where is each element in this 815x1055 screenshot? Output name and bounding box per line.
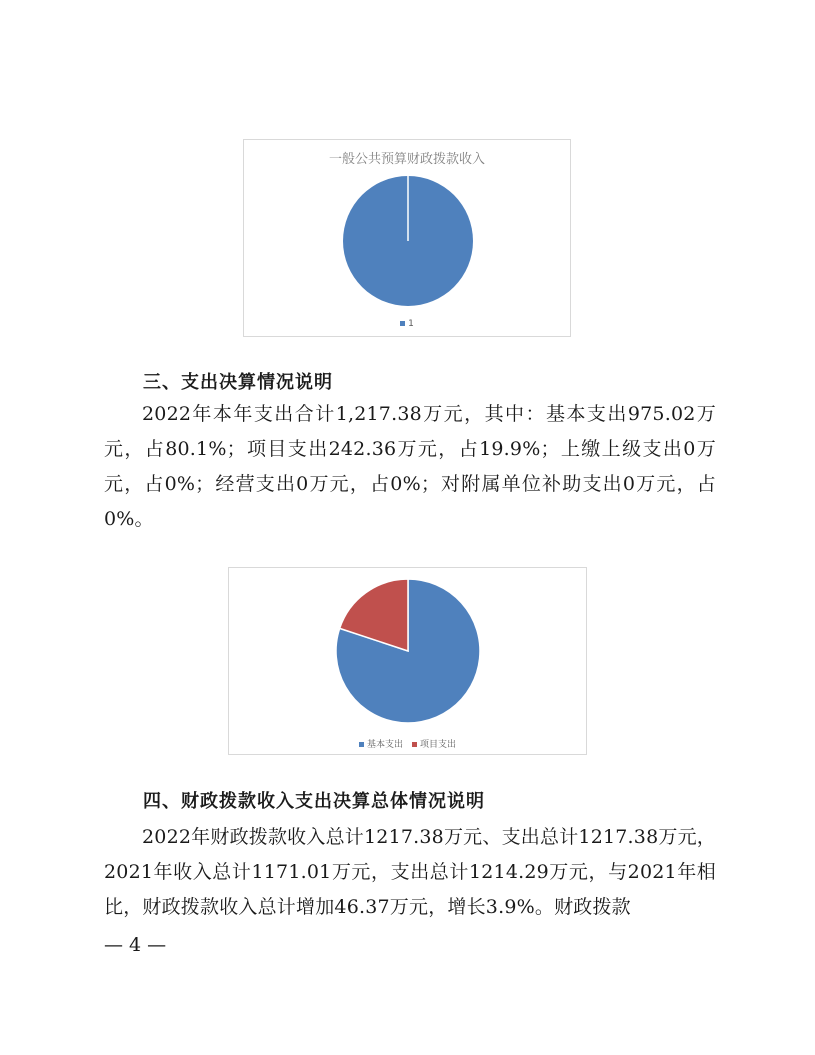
legend-swatch bbox=[412, 742, 417, 747]
legend-swatch bbox=[359, 742, 364, 747]
expense-section-heading: 三、支出决算情况说明 bbox=[143, 372, 333, 393]
revenue-pie-chart bbox=[243, 139, 571, 337]
legend-label: 1 bbox=[408, 319, 414, 329]
expense-pie-chart bbox=[228, 567, 587, 755]
pie-chart-svg bbox=[244, 140, 572, 338]
fiscal-section-heading: 四、财政拨款收入支出决算总体情况说明 bbox=[143, 791, 485, 812]
chart-legend bbox=[244, 319, 570, 329]
legend-item bbox=[359, 737, 403, 750]
legend-swatch bbox=[400, 321, 405, 326]
fiscal-paragraph: 2022年财政拨款收入总计1217.38万元、支出总计1217.38万元，2021年收入总计1171.01万元，支出总计1214.29万元，与2021年相比，财政拨款收入总计增加46.37万元，增长3.9%。财政拨款 bbox=[104, 826, 716, 918]
pie-chart-svg bbox=[229, 568, 588, 756]
chart-title: 一般公共预算财政拨款收入 bbox=[328, 152, 485, 167]
chart-legend bbox=[229, 737, 586, 750]
legend-item bbox=[412, 737, 456, 750]
legend-label: 基本支出 bbox=[367, 740, 404, 750]
legend-label: 项目支出 bbox=[419, 740, 456, 750]
expense-paragraph: 2022年本年支出合计1,217.38万元，其中：基本支出975.02万元，占80.1%；项目支出242.36万元，占19.9%；上缴上级支出0万元，占0%；经营支出0万元，占0%；对附属单位补助支出0万元，占0%。 bbox=[104, 403, 716, 530]
page-number: — 4 — bbox=[104, 934, 167, 956]
legend-item bbox=[400, 319, 414, 329]
